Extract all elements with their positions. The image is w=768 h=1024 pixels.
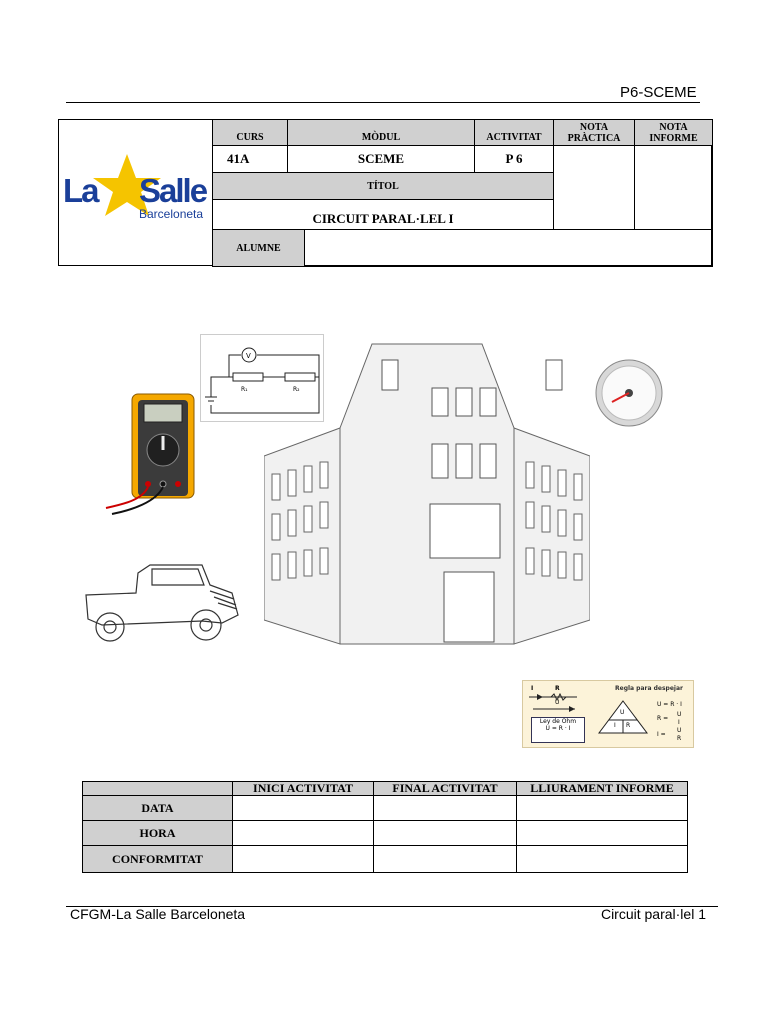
gauge-image: [594, 358, 664, 428]
svg-text:R₁: R₁: [241, 386, 248, 393]
ohm-law-formula: U = R · I: [545, 725, 571, 732]
row-label-hora: HORA: [82, 820, 233, 846]
rule-title: Regla para despejar: [615, 685, 683, 692]
nota-informe-box[interactable]: [634, 145, 713, 230]
col-header-inici: INICI ACTIVITAT: [232, 781, 374, 796]
logo-subtitle: Barceloneta: [139, 207, 204, 221]
svg-text:V: V: [246, 352, 251, 360]
ohm-i-label: I: [531, 685, 534, 692]
data-final-cell[interactable]: [373, 795, 517, 821]
rule-i-den: R: [677, 735, 682, 742]
rule-r: R =: [657, 715, 669, 722]
curs-value: 41A: [212, 145, 288, 173]
la-salle-logo: [63, 154, 213, 224]
conformitat-final-cell[interactable]: [373, 845, 517, 873]
alumne-label: ALUMNE: [212, 229, 305, 267]
row-label-conformitat: CONFORMITAT: [82, 845, 233, 873]
hora-inici-cell[interactable]: [232, 820, 374, 846]
col-header-lliurament: LLIURAMENT INFORME: [516, 781, 688, 796]
activitat-value: P 6: [474, 145, 554, 173]
building-sketch-image: [264, 338, 590, 656]
schedule-corner: [82, 781, 233, 796]
alumne-field[interactable]: [304, 229, 713, 267]
row-label-data: DATA: [82, 795, 233, 821]
footer-right: Circuit paral·lel 1: [600, 906, 706, 922]
rule-r-den: I: [678, 719, 680, 726]
truck-sketch-image: [82, 553, 244, 651]
rule-i: I =: [657, 731, 666, 738]
rule-i-num: U: [677, 727, 682, 734]
ohm-r-label: R: [555, 685, 560, 692]
info-table: [58, 119, 712, 266]
ohm-law-box: [531, 717, 585, 743]
tri-i: I: [614, 722, 616, 729]
ohm-u-label: U: [555, 699, 560, 706]
footer-left: CFGM-La Salle Barceloneta: [70, 906, 246, 922]
col-header-final: FINAL ACTIVITAT: [373, 781, 517, 796]
titol-label: TÍTOL: [212, 172, 554, 200]
page-code: P6-SCEME: [620, 84, 697, 101]
activitat-label: ACTIVITAT: [474, 119, 554, 146]
rule-u: U = R · I: [657, 701, 682, 708]
multimeter-image: [102, 392, 196, 518]
ohms-law-card: [522, 680, 694, 748]
nota-informe-label: NOTA INFORME: [634, 119, 713, 146]
titol-value: CIRCUIT PARAL·LEL I: [212, 199, 554, 230]
hora-final-cell[interactable]: [373, 820, 517, 846]
conformitat-inici-cell[interactable]: [232, 845, 374, 873]
modul-value: SCEME: [287, 145, 475, 173]
logo-text-la: La: [63, 172, 98, 209]
logo-text-salle: Salle: [139, 172, 207, 209]
data-inici-cell[interactable]: [232, 795, 374, 821]
svg-text:R₂: R₂: [293, 386, 300, 393]
schedule-table: [82, 781, 688, 873]
nota-practica-label: NOTA PRÀCTICA: [553, 119, 635, 146]
hora-lliurament-cell[interactable]: [516, 820, 688, 846]
modul-label: MÒDUL: [287, 119, 475, 146]
header-rule: [66, 102, 700, 103]
tri-u: U: [620, 709, 625, 716]
ohm-law-title: Ley de Ohm: [539, 718, 577, 725]
conformitat-lliurament-cell[interactable]: [516, 845, 688, 873]
rule-r-num: U: [677, 711, 682, 718]
curs-label: CURS: [212, 119, 288, 146]
tri-r: R: [626, 722, 631, 729]
nota-practica-box[interactable]: [553, 145, 635, 230]
data-lliurament-cell[interactable]: [516, 795, 688, 821]
